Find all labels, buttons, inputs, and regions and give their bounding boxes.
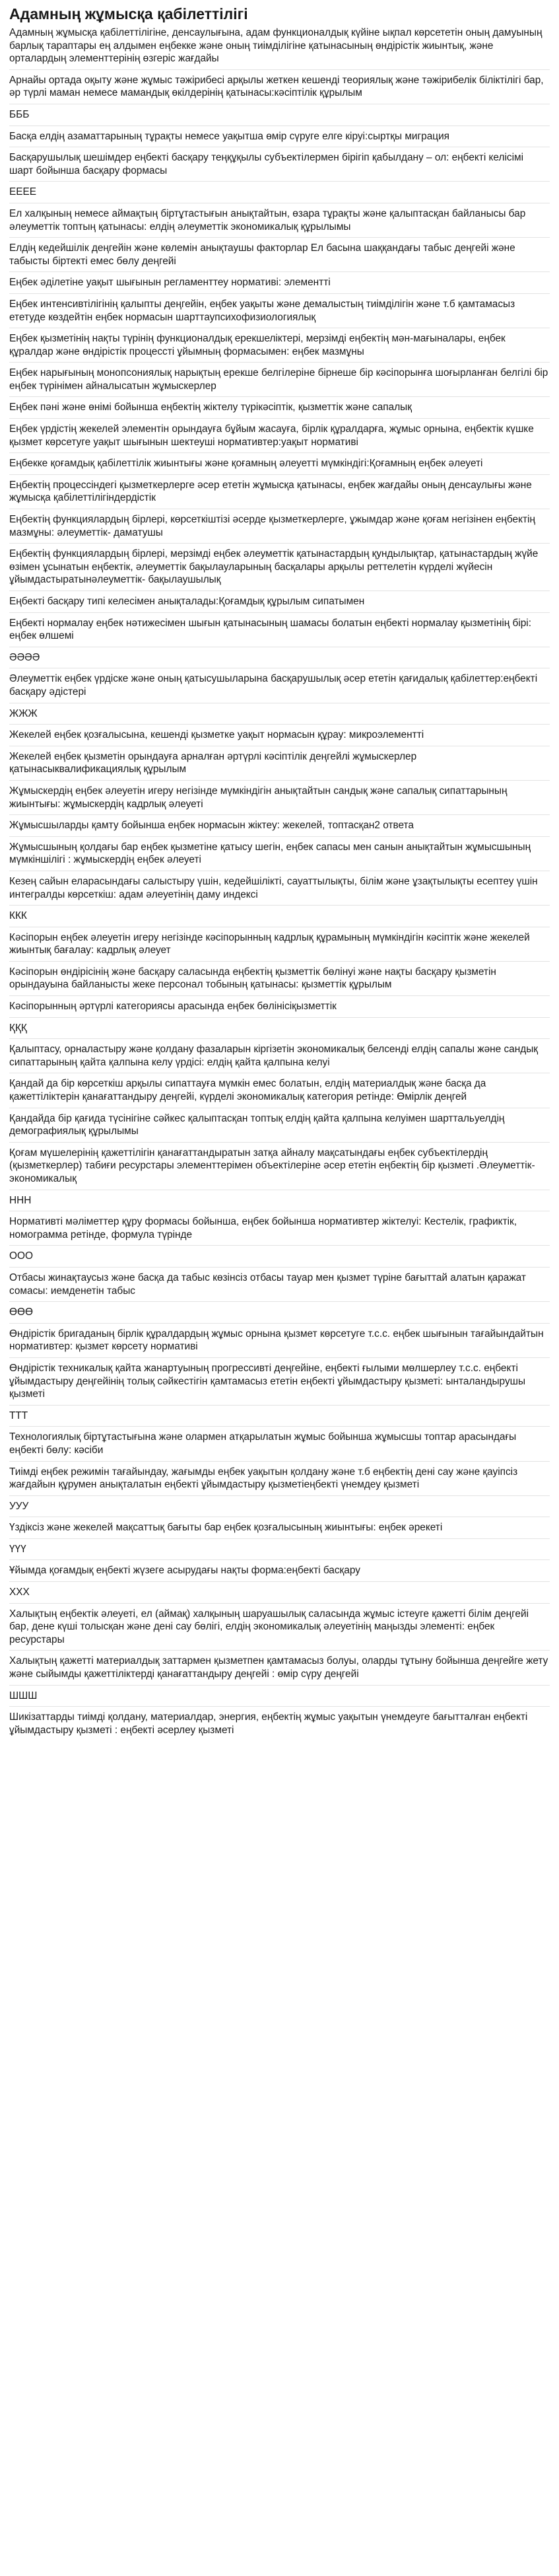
divider <box>9 1405 550 1406</box>
entry-paragraph: Әлеуметтік еңбек үрдіске және оның қатысушыларына басқарушылық әсер ететін қағидалық қабілеттер:еңбекті басқару әдістері <box>9 673 538 698</box>
divider <box>9 1267 550 1268</box>
divider <box>9 1245 550 1246</box>
document-title: Адамның жұмысқа қабілеттілігі <box>9 5 248 22</box>
entry-paragraph: ККК <box>9 910 27 922</box>
entry-paragraph: ХХХ <box>9 1587 30 1598</box>
divider <box>9 612 550 613</box>
divider <box>9 1357 550 1358</box>
entry-paragraph: Жұмыскердің еңбек әлеуетін игеру негізінде мүмкіндігін анықтайтын сандық және сапалық сипаттарының жиынтығы: жұмыскердің кадрлық әлеуеті <box>9 785 508 810</box>
entry-paragraph: Өндірістік бригаданың бірлік құралдардың жұмыс орнына қызмет көрсетуге т.с.с. еңбек шығынын тағайындайтын нормативтер: қызмет көрсету нормативі <box>9 1328 544 1353</box>
divider <box>9 1650 550 1651</box>
entry-paragraph: ҚҚҚ <box>9 1022 27 1034</box>
divider <box>9 590 550 591</box>
entry-paragraph: Халықтың еңбектік әлеуеті, ел (аймақ) халқының шаруашылық саласында жұмыс істеуге қажетті білім деңгейі бар, дене күші толысқан және дені сау бөлігі, елдің экономикалық әлеуетінің маңызды элементі: еңбек ресурстары <box>9 1608 529 1645</box>
divider <box>9 724 550 725</box>
divider <box>9 362 550 363</box>
entry-paragraph: Қалыптасу, орналастыру және қолдану фазаларын кіргізетін экономикалық белсенді елдің сапалы және сандық сипаттарының қайта қалпына келу үрдісі: елдің қайта қалпына келуі <box>9 1044 539 1068</box>
entry-paragraph: Арнайы ортада оқыту және жұмыс тәжірибесі арқылы жеткен кешенді теориялық және тәжірибелік біліктілігі бар, әр түрлі маман немесе мамандық өкілдерінің қатынасы:кәсіптілік құрылым <box>9 74 544 99</box>
divider <box>9 780 550 781</box>
entry-paragraph: Ұйымда қоғамдық еңбекті жүзеге асырудағы нақты форма:еңбекті басқару <box>9 1565 360 1577</box>
divider <box>9 1017 550 1018</box>
entry-paragraph: Кәсіпорын еңбек әлеуетін игеру негізінде кәсіпорынның кадрлық құрамының мүмкіндігін кәсіптік және жекелей жиынтық бағалау: кадрлық әлеует <box>9 931 530 956</box>
entry-paragraph: Жекелей еңбек қызметін орындауға арналған әртүрлі кәсіптілік деңгейлі жұмыскерлер қатынасыквалификациялық құрылым <box>9 750 417 775</box>
entry-paragraph: Адамның жұмысқа қабілеттілігіне, денсаулығына, адам функционалдық күйіне ықпал көрсететін оның дамуының барлық тараптары ең алдымен еңбекке және оның тиімділігіне қатынасының өндірістік жиынтық, және орталардың элементтерінің өзгеріс жағдайы <box>9 27 543 65</box>
entry-paragraph: Жекелей еңбек қозғалысына, кешенді қызметке уақыт нормасын құрау: микроэлементті <box>9 729 424 741</box>
divider <box>9 1142 550 1143</box>
divider <box>9 905 550 906</box>
entry-paragraph: Тиімді еңбек режимін тағайындау, жағымды еңбек уақытын қолдану және т.б еңбектің дені сау және қауіпсіз жағдайын құрумен анықталатын еңбекті ұйымдастыру қызметіеңбекті үнемдеу қызметі <box>9 1466 518 1491</box>
divider <box>9 452 550 453</box>
divider <box>9 1685 550 1686</box>
entry-paragraph: Басқа елдің азаматтарының тұрақты немесе уақытша өмір сүруге елге кіруі:сыртқы миграция <box>9 130 450 142</box>
entry-paragraph: Еңбек қызметінің нақты түрінің функционалдық ерекшеліктері, мерзімді еңбектің мән-мағыналары, еңбек құралдар және өндірістік процессті ұйымның формасымен: еңбек мазмұны <box>9 333 506 357</box>
entry-paragraph: ТТТ <box>9 1410 28 1421</box>
entry-paragraph: ООО <box>9 1250 33 1262</box>
entry-paragraph: ННН <box>9 1194 32 1206</box>
entry-paragraph: Еңбекке қоғамдық қабілеттілік жиынтығы және қоғамның әлеуетті мүмкіндігі:Қоғамның еңбек әлеуеті <box>9 458 483 470</box>
entry-paragraph: Еңбекті басқару типі келесімен анықталады:Қоғамдық құрылым сипатымен <box>9 596 365 607</box>
divider <box>9 543 550 544</box>
divider <box>9 1603 550 1604</box>
entry-paragraph: Кезең сайын еларасындағы салыстыру үшін, кедейшілікті, сауаттылықты, білім және ұзақтылықты есептеу үшін интегралды көрсеткіш: адам әлеуетінің даму индексі <box>9 875 538 900</box>
entry-paragraph: Еңбектің функциялардың бірлері, көрсеткіштізі әсерде қызметкерлерге, ұжымдар және қоғам негізінен еңбектің мазмұны: әлеуметтік- даматушы <box>9 514 535 538</box>
entry-paragraph: Еңбек үрдістің жекелей элементін орындауға бұйым жасауға, бірлік құралдарға, жұмыс орнына, еңбектік күшке қызмет көрсетуге уақыт шығынын шектеуші нормативтер:уақыт нормативі <box>9 423 534 448</box>
divider <box>9 1581 550 1582</box>
divider <box>9 1038 550 1039</box>
entry-paragraph: Еңбектің процессіндегі қызметкерлерге әсер ететін жұмысқа қатынасы, еңбек жағдайы оның денсаулығы және жұмысқа қабілеттілігіндердістік <box>9 479 532 504</box>
entry-paragraph: Кәсіпорынның әртүрлі категориясы арасында еңбек бөлінісіқызметтік <box>9 1001 337 1013</box>
entry-paragraph: Еңбек пәні және өнімі бойынша еңбектің жіктелу түрікәсіптік, қызметтік және сапалық <box>9 402 412 413</box>
divider <box>9 69 550 70</box>
divider <box>9 181 550 182</box>
entry-paragraph: Отбасы жинақтаусыз және басқа да табыс көзінсіз отбасы тауар мен қызмет түріне бағыттай алатын қаражат сомасы: иемденетін табыс <box>9 1271 526 1297</box>
divider <box>9 271 550 272</box>
divider <box>9 1559 550 1560</box>
entry-paragraph: Үздіксіз және жекелей мақсаттық бағыты бар еңбек қозғалысының жиынтығы: еңбек әрекеті <box>9 1522 443 1534</box>
divider <box>9 836 550 837</box>
entry-paragraph: ӨӨӨ <box>9 1306 33 1318</box>
entry-list <box>9 26 550 1736</box>
entry-paragraph: ҮҮҮ <box>9 1543 26 1555</box>
divider <box>9 396 550 397</box>
entry-paragraph: ЕЕЕЕ <box>9 186 37 198</box>
divider <box>9 1301 550 1302</box>
entry-paragraph: Халықтың қажетті материалдық заттармен қызметпен қамтамасыз болуы, оларды тұтыну бойынша деңгейге жету және сыйымды қажеттіліктерді қанағаттандыру деңгейі : өмір сүру деңгейі <box>9 1655 548 1680</box>
divider <box>9 961 550 962</box>
entry-paragraph: Еңбектің функциялардың бірлері, мерзімді еңбек әлеуметтік қатынастардың қундылықтар, қатынастардың жүйе өзімен ұсынатын еңбектік, әлеуметтік бақылауларының басқалары арқылы реттелетін күрделі жүйесін ұйымдастыратынәлеуметтік- бақылаушылық <box>9 548 539 586</box>
entry-paragraph: Қоғам мүшелерінің қажеттілігін қанағаттандыратын затқа айналу мақсатындағы еңбек субъектілердің (қызметкерлер) табиғи ресурстары элементтерімен объектілеріне әсер ететін еңбектің бір қызметі .Әлеуметтік- экономикалық <box>9 1147 535 1184</box>
divider <box>9 1495 550 1496</box>
entry-paragraph: Еңбек нарығының монопсониялық нарықтың ерекше белгілеріне бірнеше бір кәсіпорынға шоғырланған белгілі бір еңбек түрінімен айналысатын жұмыскерлер <box>9 367 548 392</box>
entry-paragraph: Жұмысшыларды қамту бойынша еңбек нормасын жіктеу: жекелей, топтасқан2 ответа <box>9 820 414 832</box>
entry-paragraph: Нормативті мәліметтер құру формасы бойынша, еңбек бойынша нормативтер жіктелуі: Кестелік, графиктік, номограмма ретінде, формула түрінде <box>9 1216 517 1240</box>
divider <box>9 995 550 996</box>
divider <box>9 293 550 294</box>
divider <box>9 1706 550 1707</box>
entry-paragraph: Еңбек интенсивтілігінің қалыпты деңгейін, еңбек уақыты және демалыстың тиімділігін және т.б қамтамасыз ететуде көздейтін еңбек нормасын шарттаупсихофизиологиялық <box>9 298 515 323</box>
entry-paragraph: ШШШ <box>9 1690 38 1701</box>
entry-paragraph: Кәсіпорын өндірісінің және басқару саласында еңбектің қызметтік бөлінуі және нақты басқару қызметін орындауына байланысты жеке персонал тобының қатынасы: қызметтік құрылым <box>9 966 496 991</box>
entry-paragraph: Шикізаттарды тиімді қолдану, материалдар, энергия, еңбектің жұмыс уақытын үнемдеуге бағытталған еңбекті ұйымдастыру қызметі : еңбекті әсерлеу қызметі <box>9 1711 528 1736</box>
entry-paragraph: БББ <box>9 108 30 120</box>
entry-paragraph: ӘӘӘӘ <box>9 651 40 663</box>
entry-paragraph: Еңбекті нормалау еңбек нәтижесімен шығын қатынасының шамасы болатын еңбекті нормалау қызметінің бірі: еңбек өлшемі <box>9 617 532 642</box>
divider <box>9 1538 550 1539</box>
entry-paragraph: Еңбек әділетіне уақыт шығынын регламенттеу нормативі: элементті <box>9 277 331 289</box>
divider <box>9 1426 550 1427</box>
entry-paragraph: Қандай да бір көрсеткіш арқылы сипаттауға мүмкін емес болатын, елдің материалдық және басқа да қажеттіліктерін қанағаттандыру деңгейі, күрделі экономикалық категория ретінде: Өмірлік деңгей <box>9 1078 486 1103</box>
divider <box>9 1323 550 1324</box>
entry-paragraph: Қандайда бір қағида түсінігіне сәйкес қалыптасқан топтық елдің қайта қалпына келуімен шарттальуелдің демографиялық құрылымы <box>9 1112 505 1137</box>
divider <box>9 237 550 238</box>
entry-paragraph: Ел халқының немесе аймақтың біртұтастығын анықтайтын, өзара тұрақты және қалыптасқан байланысы бар әлеуметтік топтың қатынасы: елдің әлеуметтік экономикалық құрылымы <box>9 207 526 233</box>
entry-paragraph: УУУ <box>9 1500 29 1512</box>
entry-paragraph: Өндірістік техникалық қайта жанартуының прогрессивті деңгейіне, еңбекті ғылыми мөлшерлеу т.с.с. еңбекті ұйымдастыру деңгейінің толық сәйкестігін қамтамасыз ететін еңбекті ұйымдастыру қызметі: ынталандырушы қызметі <box>9 1362 526 1400</box>
divider <box>9 474 550 475</box>
divider <box>9 1461 550 1462</box>
entry-paragraph: Жұмысшының қолдағы бар еңбек қызметіне қатысу шегін, еңбек сапасы мен санын анықтайтын жұмысшының мүмкіншілігі : жұмыскердің еңбек әлеуеті <box>9 841 531 866</box>
divider <box>9 418 550 419</box>
entry-paragraph: ЖЖЖ <box>9 707 38 719</box>
divider <box>9 125 550 126</box>
divider <box>9 814 550 815</box>
entry-paragraph: Елдің кедейшілік деңгейін және көлемін анықтаушы факторлар Ел басына шаққандағы табыс деңгейі және табысты біртекті емес бөлу деңгейі <box>9 242 515 267</box>
entry-paragraph: Басқарушылық шешімдер еңбекті басқару теңқұқылы субъектілермен бірігіп қабылдану – ол: еңбекті келісімі шарт бойынша басқару формасы <box>9 152 523 176</box>
entry-paragraph: Технологиялық біртұтастығына және олармен атқарылатын жұмыс бойынша жұмысшы топтар арасындағы еңбекті бөлу: кәсіби <box>9 1431 517 1456</box>
